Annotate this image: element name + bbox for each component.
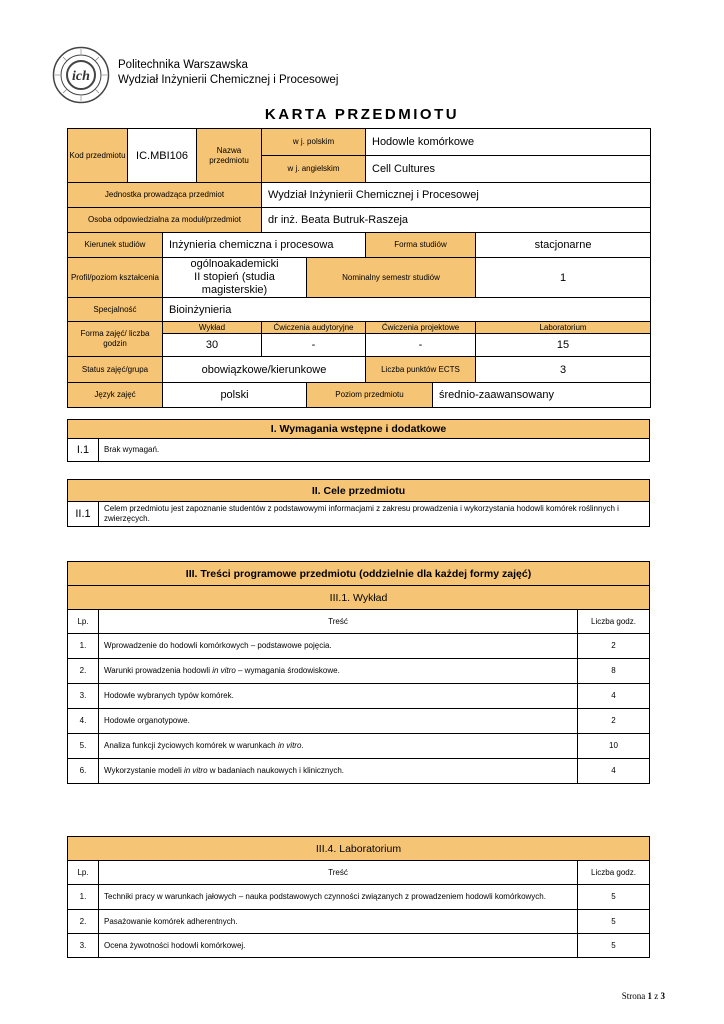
row-lp: 2.	[68, 659, 99, 684]
university-seal-icon	[52, 46, 110, 104]
table-row	[68, 684, 650, 709]
profile-label: Profil/poziom kształcenia	[68, 258, 163, 298]
hours-project: -	[366, 334, 476, 357]
semester-value: 1	[476, 258, 651, 298]
hours-header-lecture: Wykład	[163, 322, 262, 334]
hours-label: Forma zajęć/ liczba godzin	[68, 322, 163, 357]
row-lp: 5.	[68, 734, 99, 759]
specialty-label: Specjalność	[68, 298, 163, 322]
profile-value	[163, 258, 307, 298]
content-title: III. Treści programowe przedmiotu (oddzielnie dla każdej formy zajęć)	[68, 562, 650, 586]
hours-header-lab: Laboratorium	[476, 322, 651, 334]
ects-label: Liczba punktów ECTS	[366, 357, 476, 383]
polish-name-label: w j. polskim	[262, 129, 366, 156]
goal-number: II.1	[68, 502, 99, 527]
hours-auditory: -	[262, 334, 366, 357]
lab-subtitle: III.4. Laboratorium	[68, 837, 650, 861]
status-label: Status zajęć/grupa	[68, 357, 163, 383]
row-lp: 3.	[68, 934, 99, 958]
unit-label: Jednostka prowadząca przedmiot	[68, 183, 262, 208]
row-content: Warunki prowadzenia hodowli in vitro – wymagania środowiskowe.	[99, 659, 578, 684]
row-hours: 10	[577, 734, 649, 759]
row-lp: 1.	[68, 885, 99, 910]
row-lp: 3.	[68, 684, 99, 709]
institution-name	[118, 58, 378, 88]
page-number: 1	[647, 991, 652, 1001]
hours-header-auditory: Ćwiczenia audytoryjne	[262, 322, 366, 334]
row-content: Pasażowanie komórek adherentnych.	[99, 910, 578, 934]
col-hours-header: Liczba godz.	[577, 610, 649, 634]
row-hours: 5	[577, 934, 649, 958]
direction-value: Inżynieria chemiczna i procesowa	[163, 233, 366, 258]
requirements-table	[67, 419, 650, 462]
course-name-label: Nazwa przedmiotu	[197, 129, 262, 183]
row-hours: 5	[577, 910, 649, 934]
row-lp: 6.	[68, 759, 99, 784]
university-name: Politechnika Warszawska	[118, 59, 248, 71]
row-content: Hodowle wybranych typów komórek.	[99, 684, 578, 709]
row-content: Techniki pracy w warunkach jałowych – nauka podstawowych czynności związanych z prowadzeniem hodowli komórkowych.	[99, 885, 578, 910]
row-hours: 4	[577, 759, 649, 784]
goals-title: II. Cele przedmiotu	[68, 480, 650, 502]
table-row	[68, 734, 650, 759]
course-code: IC.MBI106	[128, 129, 197, 183]
table-row	[68, 659, 650, 684]
course-name-en: Cell Cultures	[366, 156, 651, 183]
profile-line-2: II stopień (studia magisterskie)	[194, 271, 275, 296]
direction-label: Kierunek studiów	[68, 233, 163, 258]
table-row	[68, 634, 650, 659]
requirement-number: I.1	[68, 439, 99, 462]
row-content: Wykorzystanie modeli in vitro w badaniach naukowych i klinicznych.	[99, 759, 578, 784]
page-footer	[622, 991, 665, 1001]
row-hours: 8	[577, 659, 649, 684]
row-hours: 5	[577, 885, 649, 910]
level-value: średnio-zaawansowany	[433, 383, 651, 408]
row-lp: 1.	[68, 634, 99, 659]
requirement-text: Brak wymagań.	[99, 439, 650, 462]
goal-text: Celem przedmiotu jest zapoznanie studentów z podstawowymi informacjami z zakresu prowadzenia i wykorzystania hodowli komórek roślinnych i zwierzęcych.	[99, 502, 650, 527]
col-lp-header: Lp.	[68, 861, 99, 885]
table-row	[68, 885, 650, 910]
row-hours: 2	[577, 709, 649, 734]
faculty-name: Wydział Inżynierii Chemicznej i Procesowej	[118, 74, 339, 86]
goals-table	[67, 479, 650, 527]
col-lp-header: Lp.	[68, 610, 99, 634]
row-hours: 4	[577, 684, 649, 709]
course-code-label: Kod przedmiotu	[68, 129, 128, 183]
table-row	[68, 934, 650, 958]
table-row	[68, 709, 650, 734]
course-name-pl: Hodowle komórkowe	[366, 129, 651, 156]
table-row	[68, 910, 650, 934]
lecture-subtitle: III.1. Wykład	[68, 586, 650, 610]
status-value: obowiązkowe/kierunkowe	[163, 357, 366, 383]
row-content: Analiza funkcji życiowych komórek w warunkach in vitro.	[99, 734, 578, 759]
hours-header-project: Ćwiczenia projektowe	[366, 322, 476, 334]
table-row	[68, 759, 650, 784]
form-value: stacjonarne	[476, 233, 651, 258]
unit-value: Wydział Inżynierii Chemicznej i Procesowej	[262, 183, 651, 208]
semester-label: Nominalny semestr studiów	[307, 258, 476, 298]
row-content: Ocena żywotności hodowli komórkowej.	[99, 934, 578, 958]
svg-text:ich: ich	[72, 69, 90, 84]
page-word: Strona	[621, 991, 646, 1001]
profile-line-1: ogólnoakademicki	[190, 258, 279, 270]
hours-lab: 15	[476, 334, 651, 357]
row-lp: 2.	[68, 910, 99, 934]
col-hours-header: Liczba godz.	[577, 861, 649, 885]
english-name-label: w j. angielskim	[262, 156, 366, 183]
ects-value: 3	[476, 357, 651, 383]
course-info-table	[67, 128, 651, 408]
of-word: z	[654, 991, 659, 1001]
level-label: Poziom przedmiotu	[307, 383, 433, 408]
lecture-content-table	[67, 561, 650, 784]
row-lp: 4.	[68, 709, 99, 734]
form-label: Forma studiów	[366, 233, 476, 258]
lab-content-table	[67, 836, 650, 958]
row-content: Hodowle organotypowe.	[99, 709, 578, 734]
col-content-header: Treść	[99, 861, 578, 885]
page-title: KARTA PRZEDMIOTU	[264, 106, 460, 123]
language-label: Język zajęć	[68, 383, 163, 408]
person-label: Osoba odpowiedzialna za moduł/przedmiot	[68, 208, 262, 233]
page-total: 3	[660, 991, 665, 1001]
col-content-header: Treść	[99, 610, 578, 634]
row-hours: 2	[577, 634, 649, 659]
language-value: polski	[163, 383, 307, 408]
specialty-value: Bioinżynieria	[163, 298, 651, 322]
row-content: Wprowadzenie do hodowli komórkowych – podstawowe pojęcia.	[99, 634, 578, 659]
person-value: dr inż. Beata Butruk-Raszeja	[262, 208, 651, 233]
hours-lecture: 30	[163, 334, 262, 357]
requirements-title: I. Wymagania wstępne i dodatkowe	[68, 420, 650, 439]
